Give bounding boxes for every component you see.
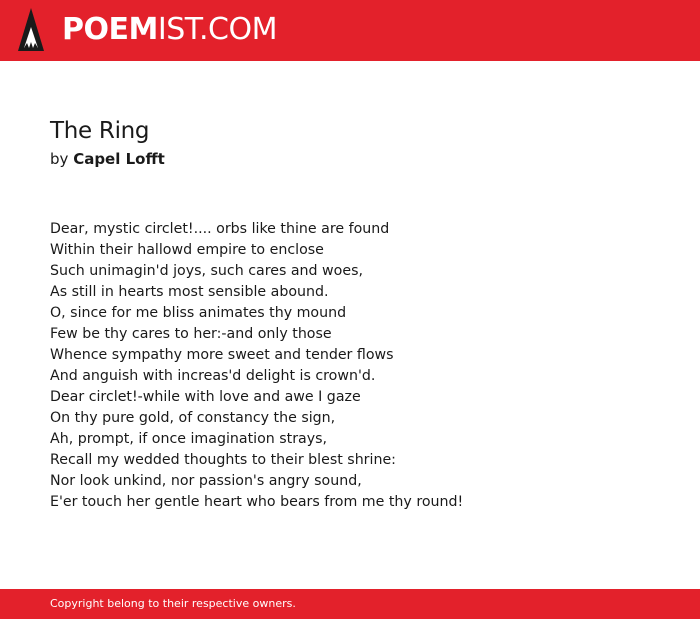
- poem-line: As still in hearts most sensible abound.: [50, 284, 329, 300]
- poem-title: The Ring: [50, 118, 150, 144]
- site-logo[interactable]: [62, 10, 277, 50]
- poem-body: [50, 219, 463, 513]
- brand-light: IST.COM: [157, 12, 277, 47]
- poem-line: Few be thy cares to her:-and only those: [50, 326, 332, 342]
- poem-byline: [50, 148, 165, 170]
- site-footer: [0, 589, 700, 619]
- poem-line: Within their hallowd empire to enclose: [50, 242, 324, 258]
- pencil-icon[interactable]: [17, 8, 45, 52]
- poem-line: And anguish with increas'd delight is crown'd.: [50, 368, 376, 384]
- byline-prefix: by: [50, 150, 69, 168]
- poem-line: Nor look unkind, nor passion's angry sound,: [50, 473, 362, 489]
- poem-line: Dear, mystic circlet!.... orbs like thine are found: [50, 221, 390, 237]
- poem-line: On thy pure gold, of constancy the sign,: [50, 410, 336, 426]
- copyright-text: Copyright belong to their respective owners.: [50, 597, 296, 610]
- author-name: Capel Lofft: [73, 150, 165, 168]
- poem-line: Dear circlet!-while with love and awe I gaze: [50, 389, 361, 405]
- poem-line: Such unimagin'd joys, such cares and woes,: [50, 263, 363, 279]
- poem-line: Recall my wedded thoughts to their blest shrine:: [50, 452, 396, 468]
- poem-line: O, since for me bliss animates thy mound: [50, 305, 347, 321]
- poem-line: E'er touch her gentle heart who bears from me thy round!: [50, 494, 464, 510]
- poem-line: Ah, prompt, if once imagination strays,: [50, 431, 328, 447]
- brand-bold: POEM: [62, 12, 158, 47]
- site-header: [0, 0, 700, 61]
- poem-line: Whence sympathy more sweet and tender flows: [50, 347, 394, 363]
